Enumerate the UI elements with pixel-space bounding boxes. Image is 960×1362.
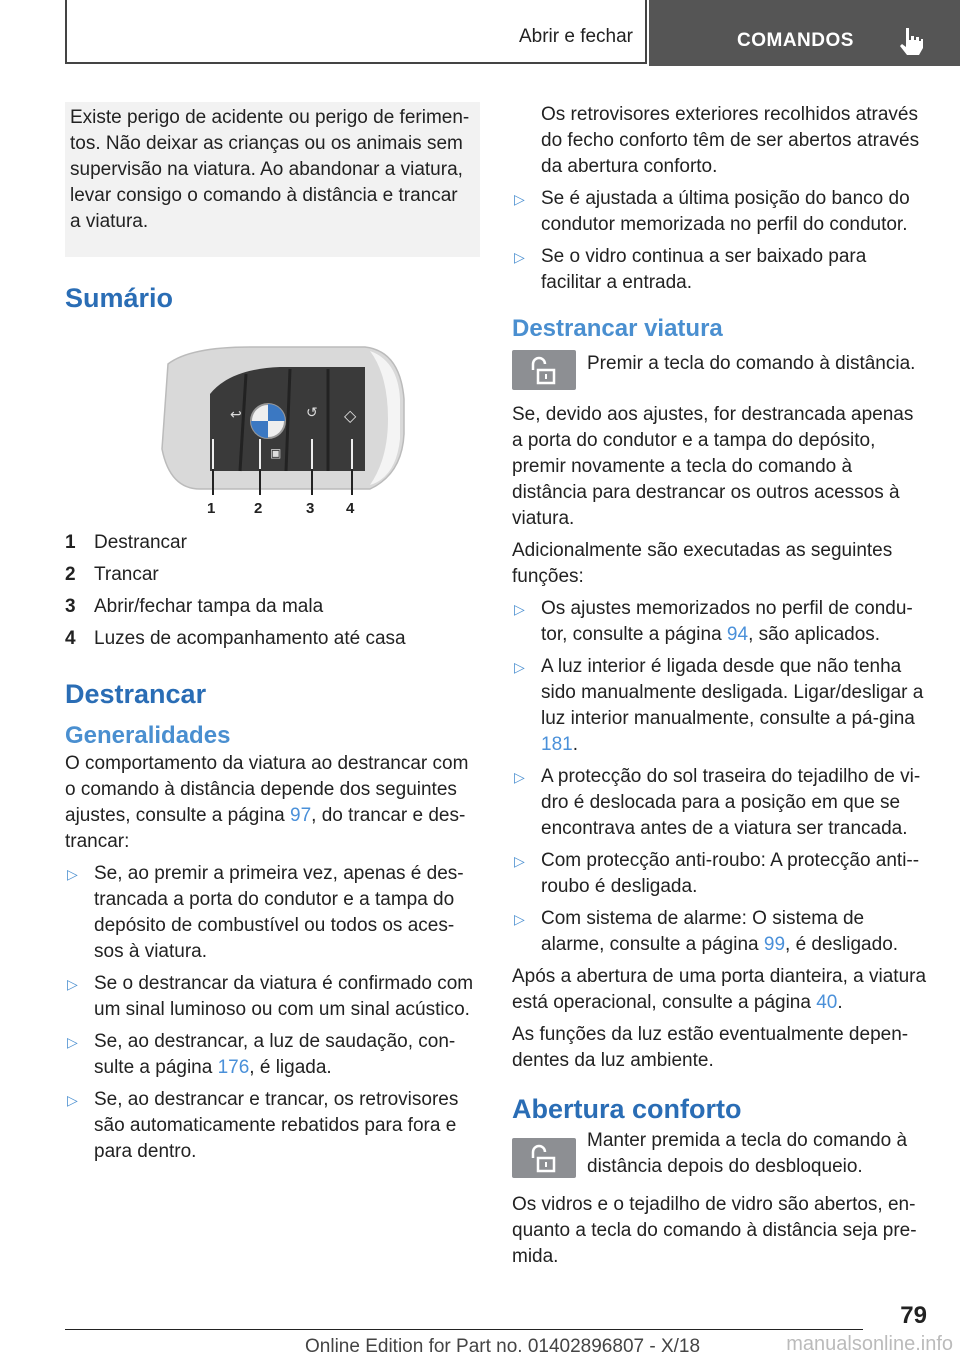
- legend-item: 1 Destrancar: [65, 532, 187, 553]
- header-section-title: Abrir e fechar: [518, 26, 633, 47]
- triangle-bullet-icon: ▷: [514, 249, 525, 265]
- key-label-2: 2: [254, 500, 263, 517]
- triangle-bullet-icon: ▷: [514, 191, 525, 207]
- triangle-bullet-icon: ▷: [514, 659, 525, 675]
- list-item: ▷ Se, ao premir a primeira vez, apenas é des-trancada a porta do condutor e a tampa do depósito de combustível ou todos os aces-sos à viatura.: [67, 863, 464, 962]
- comfort-open-instruction: [512, 1128, 927, 1180]
- list-item: ▷ Se o vidro continua a ser baixado para facilitar a entrada.: [514, 246, 867, 293]
- abertura-conforto-heading: Abertura conforto: [512, 1094, 742, 1124]
- triangle-bullet-icon: ▷: [514, 853, 525, 869]
- header-chapter-box: [649, 0, 960, 66]
- comfort-open-text: Manter premida a tecla do comando à distância depois do desbloqueio.: [587, 1130, 908, 1177]
- sumario-heading: Sumário: [65, 283, 174, 313]
- page-number: 79: [900, 1302, 927, 1329]
- legend-list: [65, 527, 480, 655]
- svg-text:↩: ↩: [230, 406, 242, 422]
- generalidades-heading: Generalidades: [65, 722, 231, 749]
- page-header: [65, 0, 960, 66]
- triangle-bullet-icon: ▷: [514, 911, 525, 927]
- right-column: [512, 102, 927, 1270]
- paragraph: As funções da luz estão eventualmente depen-dentes da luz ambiente.: [512, 1024, 909, 1071]
- unlock-instruction-text: Premir a tecla do comando à distância.: [587, 353, 916, 374]
- key-label-3: 3: [306, 500, 315, 517]
- header-section-box: [65, 0, 647, 64]
- paragraph: Os vidros e o tejadilho de vidro são abertos, en-quanto a tecla do comando à distância seja pre-mida.: [512, 1194, 917, 1267]
- remote-key-illustration: [130, 339, 420, 519]
- bullet-continuation: Os retrovisores exteriores recolhidos através do fecho conforto têm de ser abertos através da abertura conforto.: [541, 104, 920, 177]
- page-link-97[interactable]: 97: [290, 805, 312, 826]
- page-link-181[interactable]: 181: [541, 734, 573, 755]
- footer-rule: [65, 1329, 863, 1330]
- paragraph: Após a abertura de uma porta dianteira, a viatura está operacional, consulte a página 40.: [512, 966, 927, 1013]
- paragraph: Adicionalmente são executadas as seguintes funções:: [512, 540, 893, 587]
- triangle-bullet-icon: ▷: [514, 769, 525, 785]
- page-link-94[interactable]: 94: [726, 624, 749, 645]
- triangle-bullet-icon: ▷: [514, 601, 525, 617]
- paragraph: Se, devido aos ajustes, for destrancada apenas a porta do condutor e a tampa do depósito, premir novamente a tecla do comando à distância para destrancar os outros acessos à viatura.: [512, 404, 914, 529]
- svg-text:◇: ◇: [344, 408, 357, 425]
- legend-item: 3 Abrir/fechar tampa da mala: [65, 596, 324, 617]
- triangle-bullet-icon: ▷: [67, 1092, 78, 1108]
- warning-box: [65, 102, 480, 257]
- triangle-bullet-icon: ▷: [67, 866, 78, 882]
- watermark: manualsonline.info: [786, 1333, 953, 1355]
- key-label-4: 4: [346, 500, 355, 517]
- page-link-99[interactable]: 99: [763, 934, 786, 955]
- list-item: ▷ A luz interior é ligada desde que não tenha sido manualmente desligada. Ligar/desligar a luz interior manualmente, consulte a pá-gina 181.: [514, 656, 924, 755]
- unlock-button-icon: [512, 1138, 576, 1178]
- list-item: ▷ A protecção do sol traseira do tejadilho de vi-dro é deslocada para a posição em que se encontrava antes de a viatura ser trancada.: [514, 766, 921, 839]
- remote-key-image: [130, 339, 420, 519]
- settings-bullet-list: [65, 861, 480, 1165]
- list-item: ▷ Se, ao destrancar, a luz de saudação, con-sulte a página 176, é ligada.: [67, 1031, 456, 1078]
- triangle-bullet-icon: ▷: [67, 976, 78, 992]
- list-item: ▷ Com protecção anti-roubo: A protecção anti--roubo é desligada.: [514, 850, 920, 897]
- key-label-1: 1: [207, 500, 216, 517]
- destrancar-viatura-heading: Destrancar viatura: [512, 315, 723, 342]
- left-column: [65, 102, 480, 1165]
- legend-item: 4 Luzes de acompanhamento até casa: [65, 628, 406, 649]
- destrancar-heading: Destrancar: [65, 679, 207, 709]
- legend-item: 2 Trancar: [65, 564, 159, 585]
- list-item: ▷ Se é ajustada a última posição do banco do condutor memorizada no perfil do condutor.: [514, 188, 910, 235]
- footer-edition: Online Edition for Part no. 01402896807 - X/18: [305, 1336, 701, 1357]
- list-item: ▷ Os ajustes memorizados no perfil de condu-tor, consulte a página 94, são aplicados.: [514, 598, 913, 645]
- triangle-bullet-icon: ▷: [67, 1034, 78, 1050]
- unlock-button-icon: [512, 350, 576, 390]
- list-item: ▷ Com sistema de alarme: O sistema de alarme, consulte a página 99, é desligado.: [514, 908, 899, 955]
- svg-text:▣: ▣: [270, 446, 282, 460]
- svg-text:↺: ↺: [306, 404, 318, 420]
- list-item: ▷ Se o destrancar da viatura é confirmado com um sinal luminoso ou com um sinal acústico.: [67, 973, 474, 1020]
- unlock-instruction: [512, 350, 927, 390]
- settings-bullet-list-continued: [512, 186, 927, 296]
- page-link-176[interactable]: 176: [217, 1057, 250, 1078]
- unlock-icon: [512, 1138, 576, 1178]
- intro-paragraph: O comportamento da viatura ao destrancar com o comando à distância depende dos seguintes ajustes, consulte a página 97, do trancar e des-trancar:: [65, 753, 469, 852]
- functions-bullet-list: [512, 596, 927, 958]
- header-chapter-title: COMANDOS: [737, 30, 854, 51]
- warning-text: Existe perigo de acidente ou perigo de ferimen-tos. Não deixar as crianças ou os animais sem supervisão na viatura. Ao abandonar a viatura, levar consigo o comando à distância e trancar a viatura.: [70, 107, 470, 232]
- unlock-icon: [512, 350, 576, 390]
- hand-pointer-icon: [897, 26, 925, 56]
- page-link-40[interactable]: 40: [816, 992, 838, 1013]
- list-item: ▷ Se, ao destrancar e trancar, os retrovisores são automaticamente rebatidos para fora e para dentro.: [67, 1089, 459, 1162]
